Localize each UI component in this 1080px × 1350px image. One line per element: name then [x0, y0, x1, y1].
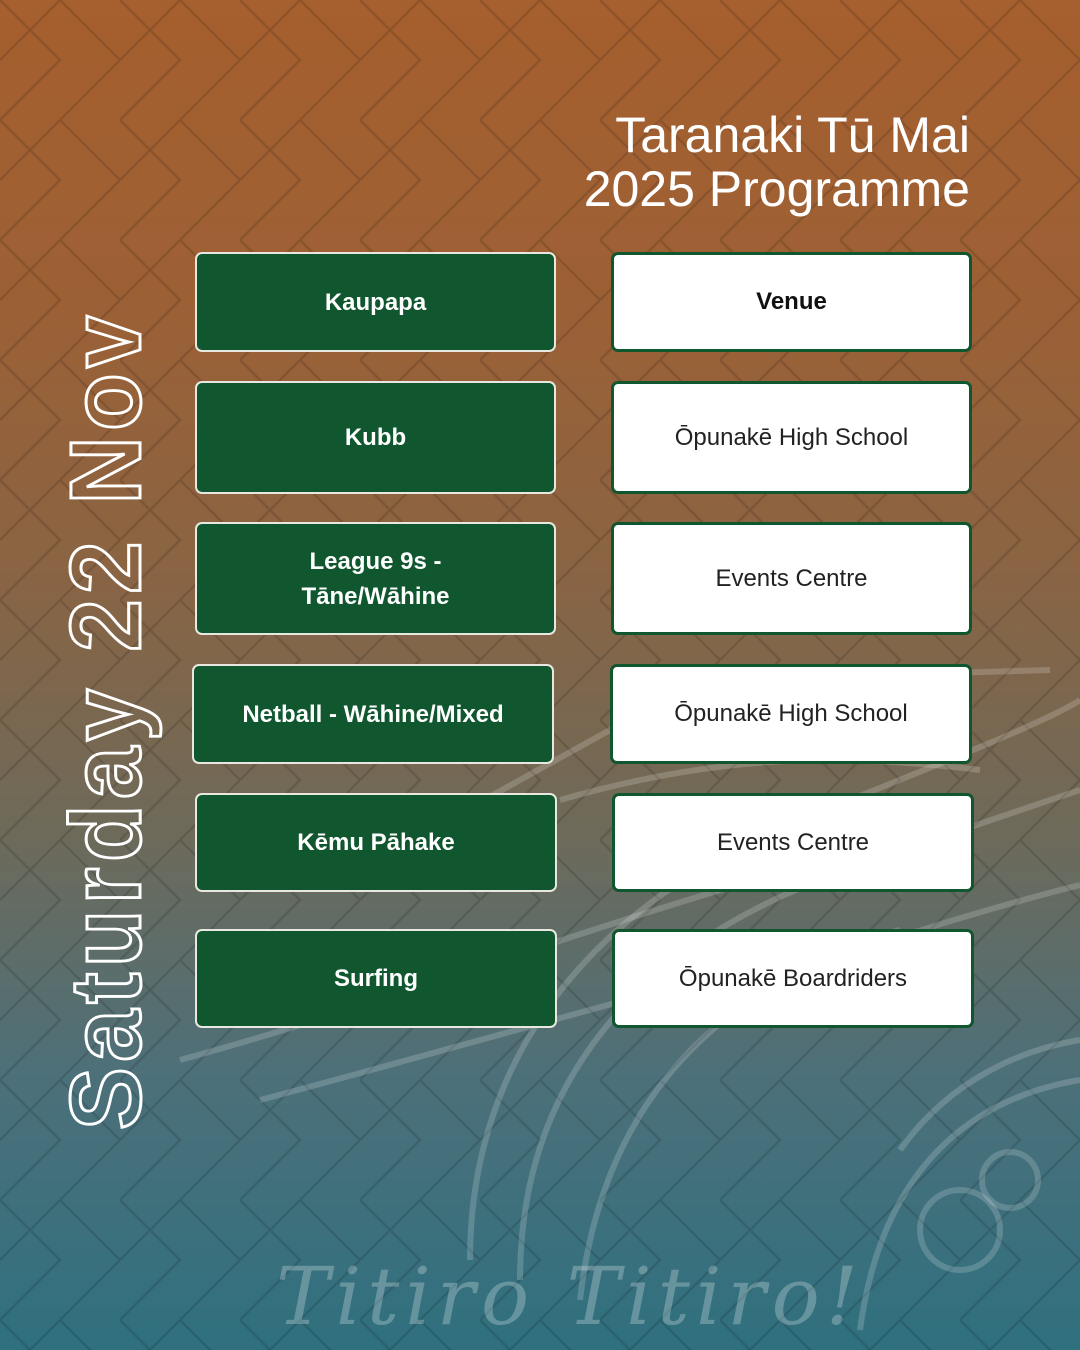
header-venue-label: Venue [756, 288, 827, 315]
watermark-text: Titiro Titiro! [276, 1250, 864, 1343]
kaupapa-label: Netball - Wāhine/Mixed [242, 700, 504, 728]
kaupapa-label: Kēmu Pāhake [297, 829, 455, 856]
title-line-1: Taranaki Tū Mai [615, 107, 970, 163]
table-row-venue [612, 929, 974, 1028]
table-row-kaupapa [195, 929, 557, 1028]
table-row-venue [612, 793, 974, 892]
table-row-kaupapa [195, 381, 556, 494]
header-kaupapa [195, 252, 556, 352]
header-kaupapa-label: Kaupapa [324, 288, 427, 316]
day-label [50, 256, 162, 1130]
header-venue [611, 252, 972, 352]
table-row-kaupapa [192, 664, 554, 764]
table-row-kaupapa [195, 793, 557, 892]
kaupapa-label: League 9s - Tāne/Wāhine [301, 547, 450, 610]
venue-label: Events Centre [716, 828, 870, 856]
page-title [584, 108, 970, 216]
kaupapa-label: Kubb [344, 424, 407, 451]
table-row-venue [610, 664, 972, 764]
venue-label: Ōpunakē High School [674, 700, 908, 727]
title-line-2: 2025 Programme [583, 161, 970, 217]
table-row-venue [611, 522, 972, 635]
kaupapa-label: Surfing [334, 965, 418, 992]
venue-label: Events Centre [715, 564, 868, 592]
day-label-svg [50, 256, 162, 1130]
table-row-kaupapa [195, 522, 556, 635]
venue-label: Ōpunakē Boardriders [678, 964, 908, 992]
table-row-venue [611, 381, 972, 494]
day-label-text: Saturday 22 Nov [50, 256, 162, 1130]
venue-label: Ōpunakē High School [674, 423, 909, 451]
